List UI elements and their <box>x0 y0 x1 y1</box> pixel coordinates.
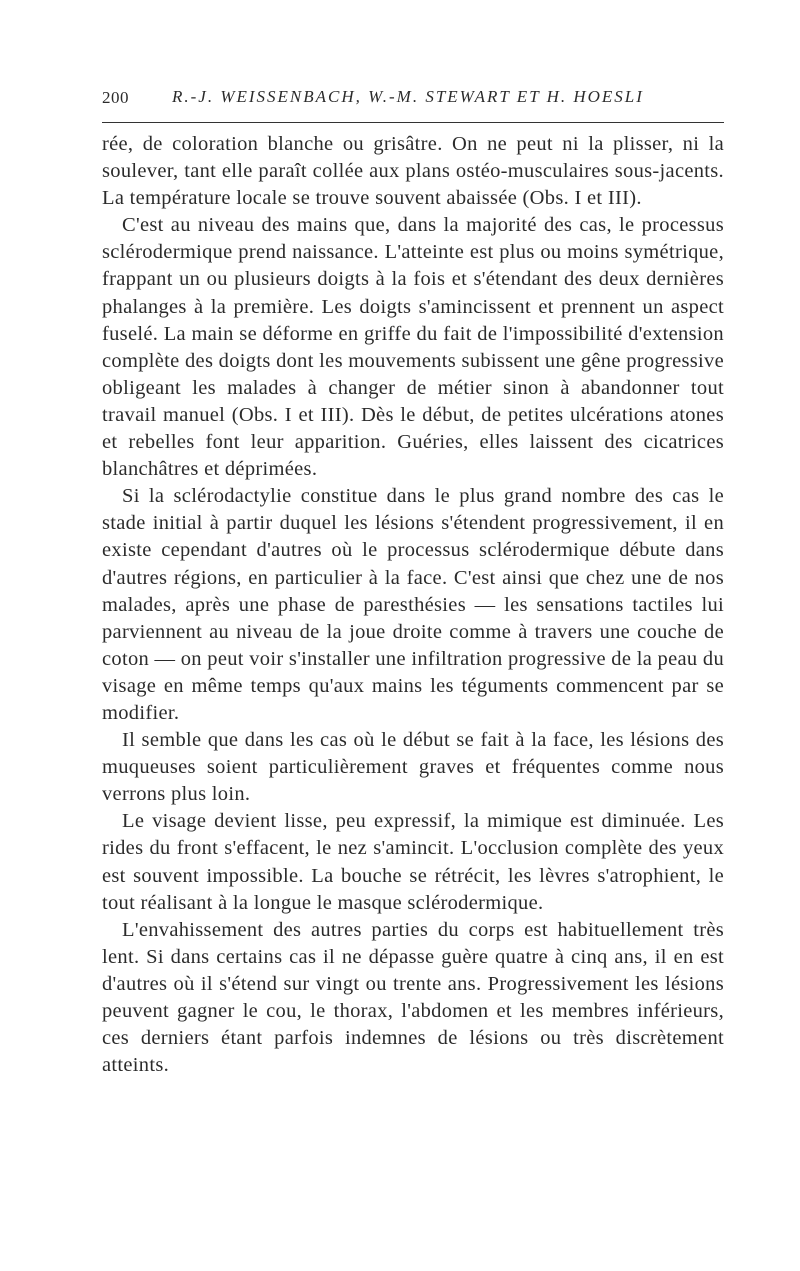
paragraph: Il semble que dans les cas où le début se fait à la face, les lésions des muqueuses soient particulièrement graves et fréquentes comme nous verrons plus loin. <box>102 729 724 806</box>
paragraph: C'est au niveau des mains que, dans la majorité des cas, le processus sclérodermique prend naissance. L'atteinte est plus ou moins symétrique, frappant un ou plusieurs doigts à la fois et s'étendant des deux dernières phalanges à la première. Les doigts s'amincissent et prennent un aspect fuselé. La main se déforme en griffe du fait de l'impossibilité d'extension complète des doigts dont les mouvements subissent une gêne progressive obligeant les malades à changer de métier sinon à abandonner tout travail manuel (Obs. I et III). Dès le début, de petites ulcérations atones et rebelles font leur apparition. Guéries, elles laissent des cicatrices blanchâtres et déprimées. <box>102 214 724 481</box>
paragraph: Le visage devient lisse, peu expressif, la mimique est diminuée. Les rides du front s'effacent, le nez s'amincit. L'occlusion complète des yeux est souvent impossible. La bouche se rétrécit, les lèvres s'atrophient, le tout réalisant à la longue le masque sclérodermique. <box>102 810 724 914</box>
body-text <box>102 131 724 1079</box>
running-head-title: R.-J. WEISSENBACH, W.-M. STEWART ET H. HOESLI <box>172 87 644 106</box>
page-number: 200 <box>102 88 129 107</box>
paragraph: rée, de coloration blanche ou grisâtre. On ne peut ni la plisser, ni la soulever, tant elle paraît collée aux plans ostéo-musculaires sous-jacents. La température locale se trouve souvent abaissée (Obs. I et III). <box>102 133 724 210</box>
running-head <box>102 82 724 112</box>
paragraph: L'envahissement des autres parties du corps est habituellement très lent. Si dans certains cas il ne dépasse guère quatre à cinq ans, il en est d'autres où il s'étend sur vingt ou trente ans. Progressivement les lésions peuvent gagner le cou, le thorax, l'abdomen et les membres inférieurs, ces derniers étant parfois indemnes de lésions ou très discrètement atteints. <box>102 918 724 1077</box>
header-rule <box>102 122 724 123</box>
paragraph: Si la sclérodactylie constitue dans le plus grand nombre des cas le stade initial à partir duquel les lésions s'étendent progressivement, il en existe cependant d'autres où le processus sclérodermique débute dans d'autres régions, en particulier à la face. C'est ainsi que chez une de nos malades, après une phase de paresthésies — les sensations tactiles lui parviennent au niveau de la joue droite comme à travers une couche de coton — on peut voir s'installer une infiltration progressive de la peau du visage en même temps qu'aux mains les téguments commencent par se modifier. <box>102 485 724 724</box>
